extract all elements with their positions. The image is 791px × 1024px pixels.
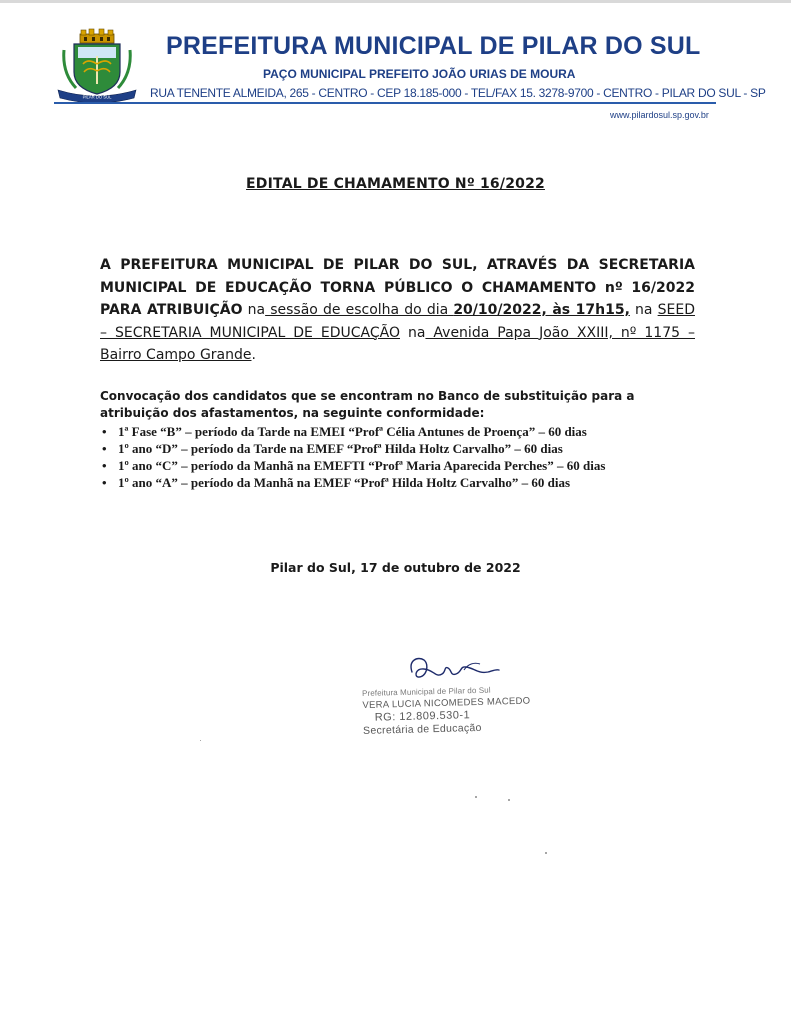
official-stamp	[362, 685, 531, 737]
org-subtitle: PAÇO MUNICIPAL PREFEITO JOÃO URIAS DE MOURA	[263, 67, 576, 81]
stamp-line-4: Secretária de Educação	[362, 721, 482, 737]
org-address: RUA TENENTE ALMEIDA, 265 - CENTRO - CEP 18.185-000 - TEL/FAX 15. 3278-9700 - CENTRO - PILAR DO SUL - SP	[150, 86, 766, 100]
stamp-line-3: RG: 12.809.530-1	[374, 709, 471, 724]
date-line: Pilar do Sul, 17 de outubro de 2022	[270, 560, 521, 575]
org-title: PREFEITURA MUNICIPAL DE PILAR DO SUL	[166, 32, 701, 60]
intro-address: Avenida Papa João XXIII, nº 1175 – Bairro Campo Grande	[100, 324, 695, 363]
list-item: • 1ª Fase “B” – período da Tarde na EMEI “Profª Célia Antunes de Proença” – 60 dias	[100, 423, 740, 440]
intro-seed: SEED – SECRETARIA MUNICIPAL DE EDUCAÇÃO	[100, 302, 695, 341]
intro-na3: na	[399, 324, 426, 341]
intro-session: sessão de escolha do dia 20/10/2022, às 17h15,	[265, 302, 630, 318]
list-item: • 1º ano “C” – período da Manhã na EMEFTI “Profª Maria Aparecida Perches” – 60 dias	[100, 457, 740, 474]
intro-end: .	[251, 347, 256, 363]
intro-na1: na	[242, 302, 266, 318]
list-item: • 1º ano “A” – período da Manhã na EMEF “Profª Hilda Holtz Carvalho” – 60 dias	[100, 474, 740, 491]
stamp-line-2: VERA LUCIA NICOMEDES MACEDO	[362, 695, 531, 711]
intro-bold: A PREFEITURA MUNICIPAL DE PILAR DO SUL, ATRAVÉS DA SECRETARIA MUNICIPAL DE EDUCAÇÃO TORNA PÚBLICO O CHAMAMENTO nº 16/2022 PARA ATRIBUIÇÃO	[100, 257, 695, 318]
document-title: EDITAL DE CHAMAMENTO Nº 16/2022	[246, 176, 545, 192]
list-item: • 1º ano “D” – período da Tarde na EMEF “Profª Hilda Holtz Carvalho” – 60 dias	[100, 440, 740, 457]
stamp-line-1: Prefeitura Municipal de Pilar do Sul	[362, 685, 491, 698]
crest-crown	[80, 29, 114, 43]
scan-top-edge	[0, 0, 791, 3]
intro-na2: na	[629, 302, 658, 318]
scan-speck	[475, 796, 477, 798]
crest-ribbon-text: PILAR DO SUL	[82, 94, 112, 100]
scan-speck	[508, 799, 510, 801]
municipal-crest-icon	[54, 28, 140, 104]
org-website-link[interactable]: www.pilardosul.sp.gov.br	[610, 110, 709, 120]
scan-speck	[545, 852, 547, 854]
signature-drawing	[404, 650, 502, 690]
assignment-list	[100, 423, 740, 491]
intro-paragraph	[100, 254, 695, 367]
scan-speck	[200, 740, 201, 741]
convocation-text: Convocação dos candidatos que se encontram no Banco de substituição para a atribuição dos afastamentos, na seguinte conformidade:	[100, 389, 635, 420]
intro-date: 20/10/2022, às 17h15,	[453, 302, 630, 318]
header-rule	[54, 102, 716, 104]
